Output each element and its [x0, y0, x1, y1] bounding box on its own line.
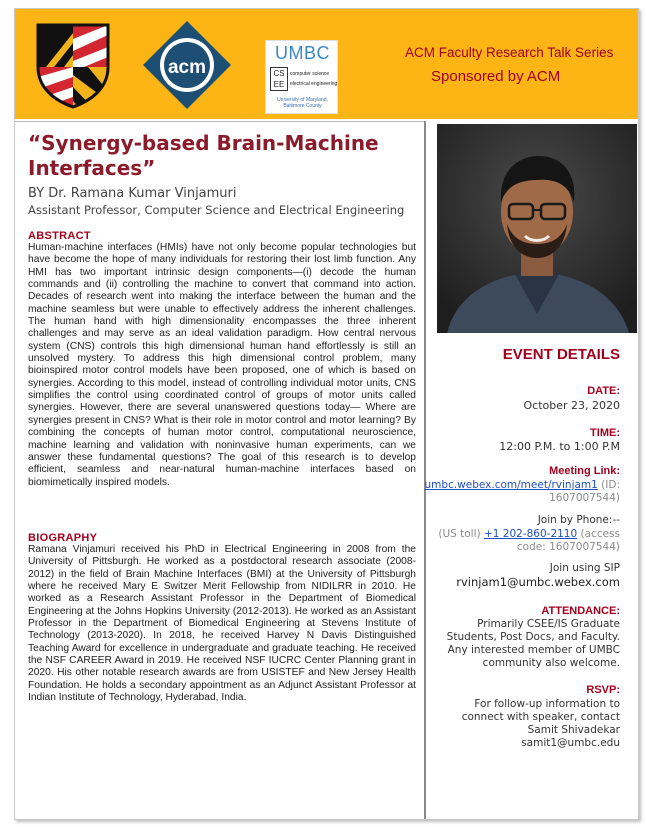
umbc-logo-csee-box — [270, 67, 288, 91]
umbc-logo-title: UMBC — [275, 43, 330, 63]
acm-logo-text: acm — [167, 57, 207, 78]
time-label: TIME: — [590, 427, 620, 439]
umbc-logo-dept-line2: electrical engineering — [290, 81, 338, 87]
header-banner — [15, 9, 639, 119]
speaker-photo — [437, 124, 637, 333]
talk-title-line2: Interfaces” — [28, 156, 156, 180]
umbc-logo-univ-line1: University of Maryland, — [277, 97, 328, 103]
phone-access-b: code: 1607007544) — [516, 541, 620, 553]
acm-logo — [141, 19, 233, 111]
abstract-text: Human-machine interfaces (HMIs) have not only become popular technologies but have become the hope of many individuals for restoring their lost limb function. Any HMI has two important intrinsic design components—(i) decode the human commands and (ii) controlling the machine to convert that command into action. Decades of research went into making the interface between the human and the machine seamless but were unable to effectively address the inherent challenges. The human hand with high dimensionality encompasses the three inherent challenges and may serve as an ideal validation paradigm. How central nervous system (CNS) controls this high dimensional human hand effortlessly is still an unsolved mystery. To address this high dimensional control problem, many bioinspired motor control models have been proposed, one of which is based on synergies. According to this model, instead of controlling individual motor units, CNS simplifies the control using coordinated control of groups of motor units called synergies. However, there are several unanswered questions today— Where are synergies present in CNS? What is their role in motor control and motor learning? By combining the concepts of human motor control, computational neuroscience, machine learning and validation with noninvasive human experiments, can we answer these fundamental questions? The goal of this research is to develop efficient, seamless and near-natural human-machine interfaces based on biomimetically inspired models. — [28, 242, 416, 488]
umbc-logo-ee: EE — [273, 80, 285, 89]
rsvp-line2: connect with speaker, contact — [461, 711, 620, 723]
meeting-link-line — [425, 479, 620, 505]
sip-label: Join using SIP — [549, 562, 620, 574]
umbc-csee-logo — [265, 40, 338, 114]
attendance-line3: Any interested member of UMBC — [447, 644, 620, 656]
biography-heading: BIOGRAPHY — [28, 532, 98, 544]
meeting-link-label: Meeting Link: — [549, 465, 620, 477]
attendance-line2: Students, Post Docs, and Faculty. — [446, 631, 620, 643]
rsvp-contact-email: samit1@umbc.edu — [521, 737, 620, 749]
date-label: DATE: — [587, 385, 620, 397]
speaker-name: BY Dr. Ramana Kumar Vinjamuri — [28, 186, 237, 201]
umbc-logo-univ-line2: Baltimore County — [283, 103, 322, 109]
rsvp-text — [462, 698, 620, 750]
umbc-logo-cs: CS — [273, 69, 285, 78]
talk-title-line1: “Synergy-based Brain-Machine — [28, 131, 379, 155]
sip-address: rvinjam1@umbc.webex.com — [456, 575, 620, 589]
meeting-link[interactable]: umbc.webex.com/meet/rvinjam1 — [424, 479, 598, 491]
meeting-id-a: (ID: — [597, 479, 620, 491]
phone-prefix: (US toll) — [438, 528, 484, 540]
umbc-logo-dept-line1: computer science — [290, 71, 330, 77]
phone-label: Join by Phone:-- — [537, 514, 620, 526]
header-rule — [15, 121, 424, 122]
phone-line — [438, 528, 620, 554]
event-date: October 23, 2020 — [523, 399, 620, 412]
attendance-label: ATTENDANCE: — [541, 605, 620, 617]
flyer-page — [14, 8, 639, 820]
series-title: ACM Faculty Research Talk Series — [405, 45, 614, 60]
umbc-logo-dept — [290, 69, 338, 89]
abstract-heading: ABSTRACT — [28, 230, 91, 242]
attendance-line4: community also welcome. — [482, 657, 620, 669]
sponsor-line: Sponsored by ACM — [431, 68, 561, 85]
attendance-line1: Primarily CSEE/IS Graduate — [477, 618, 620, 630]
maryland-shield-logo — [34, 21, 112, 109]
umbc-logo-university — [268, 97, 337, 109]
event-details-heading: EVENT DETAILS — [502, 346, 620, 363]
rsvp-line1: For follow-up information to — [474, 698, 620, 710]
attendance-text — [447, 618, 620, 670]
rsvp-label: RSVP: — [586, 684, 620, 696]
event-time: 12:00 P.M. to 1:00 P.M — [499, 440, 620, 453]
phone-access-a: (access — [577, 528, 620, 540]
rsvp-contact-name: Samit Shivadekar — [527, 724, 620, 736]
column-divider — [424, 121, 426, 820]
biography-text: Ramana Vinjamuri received his PhD in Electrical Engineering in 2008 from the University of Pittsburgh. He worked as a postdoctoral research associate (2008-2012) in the field of Brain Machine Interfaces (BMI) at the University of Pittsburgh where he received Mary E Switzer Merit Fellowship from NIDILRR in 2010. He worked as a Research Assistant Professor in the Department of Biomedical Engineering at the Johns Hopkins University (2012-2013). He worked as an Assistant Professor in the Department of Biomedical Engineering at Stevens Institute of Technology (2013-2020). In 2018, he received Harvey N Davis Distinguished Teaching Award for excellence in undergraduate and graduate teaching. He received the NSF CAREER Award in 2019. He received NSF IUCRC Center Planning grant in 2020. His other notable research awards are from USISTEF and New Jersey Health Foundation. He holds a secondary appointment as an Adjunct Assistant Professor at Indian Institute of Technology, Hyderabad, India. — [28, 544, 416, 704]
talk-title — [28, 131, 418, 181]
meeting-id-b: 1607007544) — [549, 492, 620, 504]
speaker-role: Assistant Professor, Computer Science and Electrical Engineering — [28, 203, 405, 217]
phone-number-link[interactable]: +1 202-860-2110 — [483, 528, 578, 540]
